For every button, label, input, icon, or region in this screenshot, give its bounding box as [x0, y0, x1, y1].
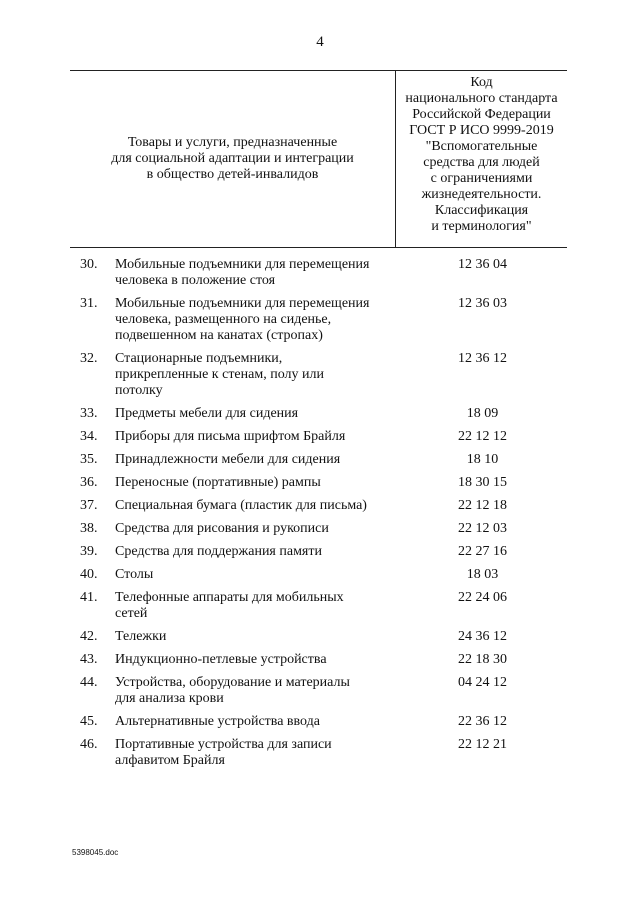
row-description: Столы [115, 567, 154, 582]
row-number: 40. [80, 567, 98, 582]
row-description: Мобильные подъемники для перемещения человека, размещенного на сиденье, подвешенном на канатах (стропах) [115, 296, 370, 343]
file-name-footer: 5398045.doc [72, 848, 119, 857]
row-code: 24 36 12 [458, 629, 507, 644]
row-code: 22 12 12 [458, 429, 507, 444]
row-description: Устройства, оборудование и материалы для анализа крови [115, 675, 350, 706]
row-number: 45. [80, 714, 98, 729]
table-header [70, 70, 567, 248]
row-description: Телефонные аппараты для мобильных сетей [115, 590, 344, 621]
table-row [0, 521, 640, 544]
table-row [0, 452, 640, 475]
row-number: 33. [80, 406, 98, 421]
row-description: Альтернативные устройства ввода [115, 714, 320, 729]
table-row [0, 544, 640, 567]
table-row [0, 475, 640, 498]
header-goods-title: Товары и услуги, предназначенные для социальной адаптации и интеграции в общество детей-инвалидов [111, 135, 354, 182]
row-description: Принадлежности мебели для сидения [115, 452, 341, 467]
row-code: 18 30 15 [458, 475, 507, 490]
row-description: Переносные (портативные) рампы [115, 475, 321, 490]
row-description: Специальная бумага (пластик для письма) [115, 498, 367, 513]
table-row [0, 590, 640, 629]
row-number: 44. [80, 675, 98, 690]
row-code: 18 10 [466, 452, 499, 467]
row-number: 42. [80, 629, 98, 644]
row-code: 22 27 16 [458, 544, 507, 559]
table-row [0, 406, 640, 429]
row-code: 22 24 06 [458, 590, 507, 605]
table-row [0, 429, 640, 452]
row-number: 32. [80, 351, 98, 366]
row-number: 35. [80, 452, 98, 467]
row-description: Стационарные подъемники, прикрепленные к стенам, полу или потолку [115, 351, 324, 398]
row-description: Портативные устройства для записи алфавитом Брайля [115, 737, 332, 768]
row-description: Тележки [115, 629, 167, 644]
table-row [0, 737, 640, 776]
row-number: 31. [80, 296, 98, 311]
table-row [0, 652, 640, 675]
row-code: 12 36 04 [458, 257, 507, 272]
table-body [0, 257, 640, 776]
row-code: 22 18 30 [458, 652, 507, 667]
table-row [0, 351, 640, 406]
row-code: 22 12 03 [458, 521, 507, 536]
row-number: 38. [80, 521, 98, 536]
row-number: 37. [80, 498, 98, 513]
table-row [0, 257, 640, 296]
row-code: 12 36 12 [458, 351, 507, 366]
row-code: 12 36 03 [458, 296, 507, 311]
row-description: Средства для рисования и рукописи [115, 521, 329, 536]
table-row [0, 498, 640, 521]
row-number: 34. [80, 429, 98, 444]
header-left-cell [70, 71, 395, 247]
table-row [0, 629, 640, 652]
row-description: Мобильные подъемники для перемещения человека в положение стоя [115, 257, 370, 288]
row-code: 22 12 18 [458, 498, 507, 513]
row-number: 43. [80, 652, 98, 667]
row-code: 22 12 21 [458, 737, 507, 752]
table-row [0, 675, 640, 714]
row-code: 04 24 12 [458, 675, 507, 690]
table-row [0, 714, 640, 737]
row-code: 18 03 [466, 567, 499, 582]
row-number: 36. [80, 475, 98, 490]
row-description: Приборы для письма шрифтом Брайля [115, 429, 346, 444]
row-description: Индукционно-петлевые устройства [115, 652, 327, 667]
page-number: 4 [316, 34, 324, 50]
row-number: 41. [80, 590, 98, 605]
row-number: 30. [80, 257, 98, 272]
header-code-title: Код национального стандарта Российской Федерации ГОСТ Р ИСО 9999-2019 "Вспомогательные средства для людей с ограничениями жизнедеятельности. Классификация и терминология" [405, 75, 558, 234]
row-description: Предметы мебели для сидения [115, 406, 299, 421]
row-number: 39. [80, 544, 98, 559]
table-row [0, 296, 640, 351]
row-code: 22 36 12 [458, 714, 507, 729]
row-description: Средства для поддержания памяти [115, 544, 322, 559]
row-code: 18 09 [466, 406, 499, 421]
row-number: 46. [80, 737, 98, 752]
table-row [0, 567, 640, 590]
